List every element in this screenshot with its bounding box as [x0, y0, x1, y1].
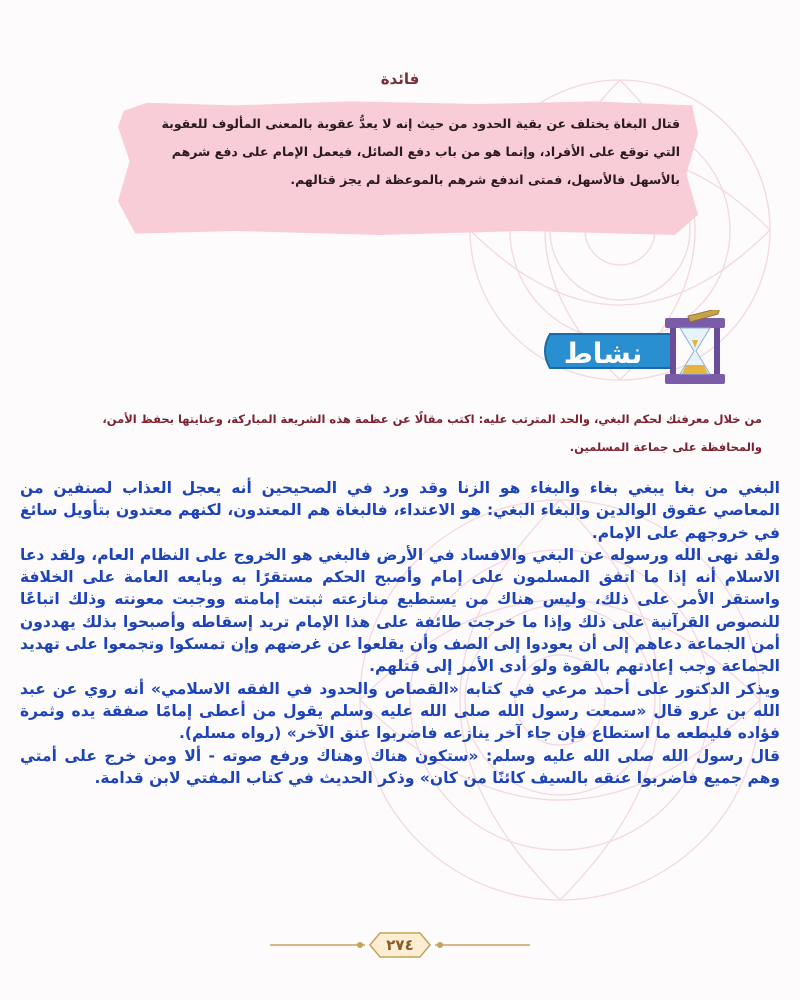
paragraph: البغي من بغا يبغي بغاء والبغاء هو الزنا وقد ورد في الصحيحين أنه يعجل العذاب لصنفين من المعاصي عقوق الوالدين والبغاء البغي: هو الاعتداء، فالبغاة هم المعتدون، لكنهم معتدون بتأويل سائغ في خروجهم على الإمام. — [20, 479, 780, 542]
page-number: ٢٧٤ — [386, 936, 414, 954]
paragraph: قال رسول الله صلى الله عليه وسلم: «ستكون هناك وهناك ورفع صوته - ألا ومن خرج على أمتي وهم جميع فاضربوا عنقه بالسيف كائنًا من كان» وذكر الحديث في كتاب المفتي لابن قدامة. — [20, 746, 780, 787]
paragraph: ولقد نهى الله ورسوله عن البغي والافساد في الأرض فالبغي هو الخروج على النظام العام، ولقد دعا الاسلام أنه إذا ما اتفق المسلمون على إمام وأصبح الحكم مستقرًا به وبايعه العامة على الخلافة واستقر الأمر على ذلك، وليس هناك من يستطيع منازعته ثبتت إمامته ووجبت معونته وذلك اتباعًا للنصوص القرآنية على ذلك وإذا ما خرجت طائفة على هذا الإمام تريد إسقاطه وأصبحوا بذلك يهددون أمن الجماعة دعاهم إلى أن يعودوا إلى الصف وأن يقلعوا عن غرضهم وإن تمسكوا وتجمعوا على تهديد الجماعة وجب إعادتهم بالقوة ولو أدى الأمر إلى قتلهم. — [20, 545, 780, 676]
note-body: قتال البغاة يختلف عن بقية الحدود من حيث إنه لا يعدُّ عقوبة بالمعنى المألوف للعقوبة التي توقع على الأفراد، وإنما هو من باب دفع الصائل، فيعمل الإمام على دفع شرهم بالأسهل فالأسهل، فمتى اندفع شرهم بالموعظة لم يجز قتالهم. — [161, 116, 680, 187]
activity-label: نشاط — [563, 337, 643, 370]
note-title: فائدة — [380, 70, 420, 88]
paragraph: ويذكر الدكتور على أحمد مرعي في كتابه «القصاص والحدود في الفقه الاسلامي» أنه روي عن عبد الله بن عرو قال «سمعت رسول الله صلى الله عليه وسلم يقول من أعطى إمامًا صفقة يده وثمرة فؤاده فليطعه ما استطاع فإن جاء آخر ينازعه فاضربوا عنق الآخر» (رواه مسلم). — [20, 679, 780, 743]
activity-text: من خلال معرفتك لحكم البغي، والحد المترتب عليه: اكتب مقالًا عن عظمة هذه الشريعة المباركة، وعنايتها بحفظ الأمن، والمحافظة على جماعة المسلمين. — [102, 412, 762, 454]
main-text — [20, 477, 780, 789]
hourglass-pen-icon — [665, 310, 725, 384]
